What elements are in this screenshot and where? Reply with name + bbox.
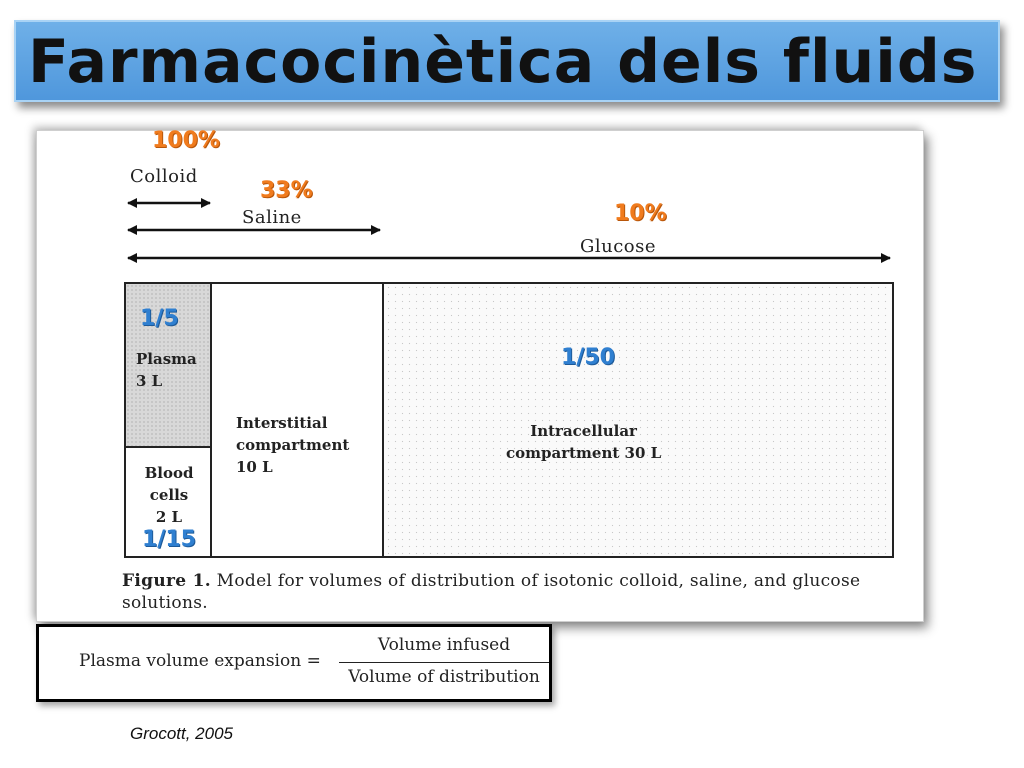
intracellular-label — [506, 420, 661, 464]
saline-percent: 33% — [260, 178, 313, 203]
slide-title: Farmacocinètica dels fluids — [28, 27, 978, 97]
intracellular-label-line1: Intracellular — [530, 422, 637, 440]
formula-box — [36, 624, 552, 702]
formula-lhs: Plasma volume expansion = — [79, 651, 321, 671]
blood-cells-label-line2: cells — [149, 486, 189, 504]
interstitial-label-line3: 10 L — [236, 458, 273, 476]
fraction-bar — [339, 662, 549, 663]
formula-denominator: Volume of distribution — [348, 667, 540, 687]
glucose-percent: 10% — [614, 201, 667, 226]
intracellular-ratio: 1/50 — [561, 345, 615, 370]
colloid-label: Colloid — [130, 166, 198, 187]
figure-caption — [122, 570, 912, 614]
colloid-percent: 100% — [152, 128, 220, 153]
caption-text: Model for volumes of distribution of isotonic colloid, saline, and glucose solutions. — [122, 571, 861, 613]
plasma-label-line1: Plasma — [136, 350, 197, 368]
intracellular-label-line2: compartment 30 L — [506, 444, 662, 462]
interstitial-label — [236, 412, 349, 478]
blood-cells-label-line3: 2 L — [155, 508, 183, 526]
glucose-label: Glucose — [580, 236, 657, 257]
blood-cells-label — [132, 462, 206, 528]
plasma-label-line2: 3 L — [136, 372, 163, 390]
interstitial-compartment — [212, 284, 384, 556]
saline-label: Saline — [242, 207, 302, 228]
blood-cells-ratio: 1/15 — [142, 527, 196, 552]
caption-label: Figure 1. — [122, 571, 211, 591]
interstitial-label-line1: Interstitial — [236, 414, 328, 432]
plasma-ratio: 1/5 — [140, 306, 179, 331]
interstitial-label-line2: compartment — [236, 436, 350, 454]
citation: Grocott, 2005 — [130, 724, 234, 743]
blood-cells-label-line1: Blood — [144, 464, 194, 482]
formula-numerator: Volume infused — [377, 635, 511, 655]
compartment-diagram — [124, 282, 894, 558]
plasma-label — [136, 348, 197, 392]
